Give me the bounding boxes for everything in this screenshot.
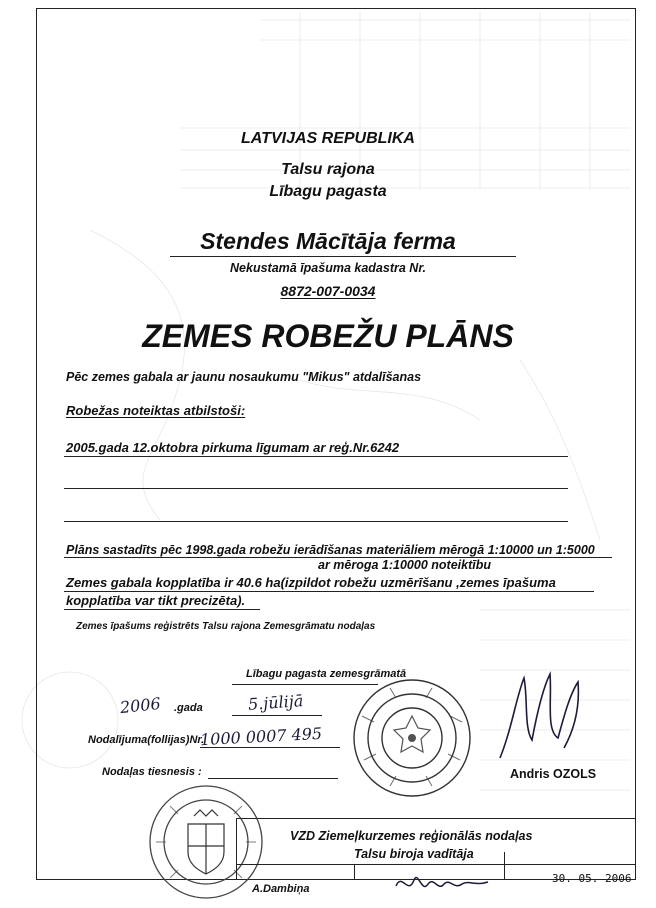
land-registry-stamp — [350, 676, 474, 800]
footer-box-top — [236, 818, 636, 819]
area-line1: Zemes gabala kopplatība ir 40.6 ha(izpildot robežu uzmērīšanu ,zemes īpašuma — [66, 575, 556, 590]
plan-basis-line2: ar mēroga 1:10000 noteiktību — [318, 558, 491, 572]
property-name-underline — [170, 256, 516, 257]
judge-signature — [494, 668, 586, 766]
registry-office: Lībagu pagasta zemesgrāmatā — [246, 668, 407, 680]
document-title: ZEMES ROBEŽU PLĀNS — [142, 318, 514, 354]
basis-line-3 — [64, 521, 568, 522]
judge-name: Andris OZOLS — [510, 767, 597, 781]
registry-note: Zemes īpašums reģistrēts Talsu rajona Zemesgrāmatu nodaļas — [76, 621, 376, 632]
date-handwritten: 5.jūlijā — [247, 691, 304, 714]
signer-signature — [392, 866, 492, 900]
stamp-date: 30. 05. 2006 — [552, 872, 632, 885]
office-line1: VZD Ziemeļkurzemes reģionālās nodaļas — [290, 829, 533, 843]
cadastre-number: 8872-007-0034 — [280, 283, 376, 299]
folio-line — [200, 747, 340, 748]
cadastre-label: Nekustamā īpašuma kadastra Nr. — [230, 261, 426, 275]
signer-name: A.Dambiņa — [252, 883, 310, 895]
office-line2: Talsu biroja vadītāja — [354, 847, 474, 861]
year-label: .gada — [174, 702, 203, 714]
property-name: Stendes Mācītāja ferma — [200, 228, 456, 254]
area-line1-underline — [64, 591, 594, 592]
basis-line-2 — [64, 488, 568, 489]
footer-box-left — [236, 818, 237, 880]
vzd-office-stamp — [146, 782, 266, 902]
judge-label: Nodaļas tiesnesis : — [102, 766, 202, 778]
year-handwritten: 2006 — [119, 693, 162, 718]
parish-heading: Lībagu pagasta — [269, 183, 387, 200]
folio-label: Nodalījuma(follijas)Nr. — [88, 734, 205, 746]
plan-basis-line1: Plāns sastadīts pēc 1998.gada robežu ierādīšanas materiāliem mērogā 1:10000 un 1:5000 — [66, 543, 595, 557]
district-heading: Talsu rajona — [281, 161, 375, 178]
area-line2-underline — [64, 609, 260, 610]
date-line — [232, 715, 322, 716]
footer-box-mid — [236, 864, 636, 865]
country-heading: LATVIJAS REPUBLIKA — [241, 130, 415, 147]
judge-line — [208, 778, 338, 779]
basis-text: 2005.gada 12.oktobra pirkuma līgumam ar reģ.Nr.6242 — [66, 440, 400, 455]
footer-box-divider-1 — [354, 864, 355, 880]
basis-label: Robežas noteiktas atbilstoši: — [66, 403, 246, 418]
document-subtitle: Pēc zemes gabala ar jaunu nosaukumu "Mikus" atdalīšanas — [66, 370, 422, 384]
footer-box-divider-2 — [504, 852, 505, 880]
basis-line-1 — [64, 456, 568, 457]
folio-handwritten: 1000 0007 495 — [199, 723, 323, 750]
area-line2: kopplatība var tikt precizēta). — [66, 593, 246, 608]
